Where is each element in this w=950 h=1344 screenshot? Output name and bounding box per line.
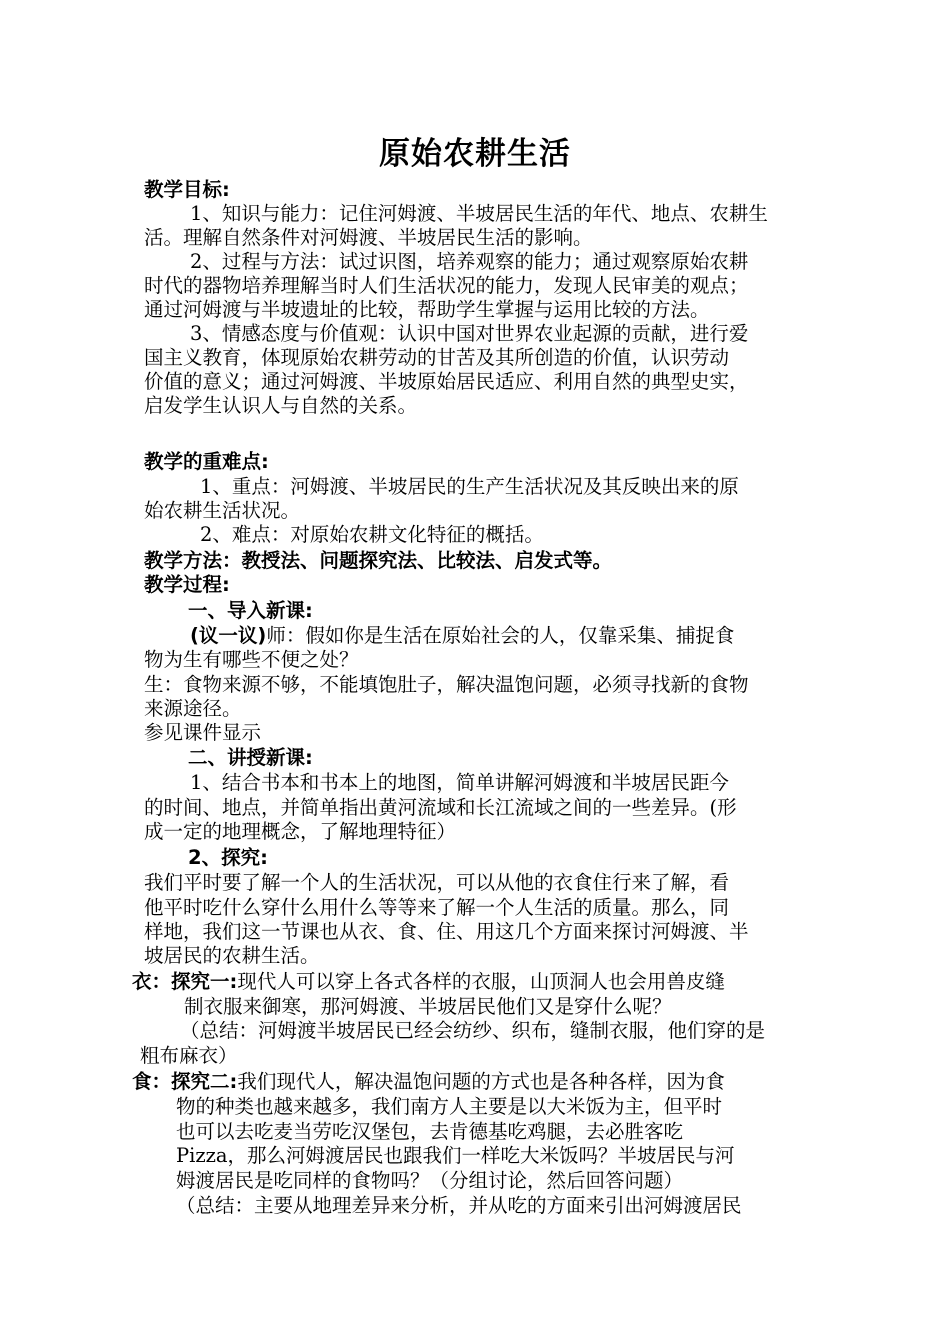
explore-line: 坡居民的农耕生活。 (144, 944, 320, 967)
intro-heading: 一、导入新课: (188, 599, 313, 622)
new-lesson-line: 1、结合书本和书本上的地图，简单讲解河姆渡和半坡居民距今 (190, 771, 729, 794)
food-line: 我们现代人，解决温饱问题的方式也是各种各样，因为食 (237, 1070, 725, 1093)
process-heading: 教学过程: (144, 573, 230, 596)
objective-line: 活。理解自然条件对河姆渡、半坡居民生活的影响。 (144, 226, 593, 249)
clothing-first-line (132, 970, 725, 994)
food-line: 姆渡居民是吃同样的食物吗？（分组讨论，然后回答问题） (176, 1169, 684, 1192)
intro-line: 物为生有哪些不便之处？ (144, 648, 359, 671)
new-lesson-heading: 二、讲授新课: (188, 746, 313, 769)
clothing-line: 现代人可以穿上各式各样的衣服，山顶洞人也会用兽皮缝 (237, 970, 725, 993)
new-lesson-line: 的时间、地点，并简单指出黄河流域和长江流域之间的一些差异。(形 (144, 796, 737, 819)
explore-line: 我们平时要了解一个人的生活状况，可以从他的衣食住行来了解，看 (144, 871, 730, 894)
explore-heading: 2、探究: (188, 846, 268, 869)
key-point-line: 1、重点：河姆渡、半坡居民的生产生活状况及其反映出来的原 (200, 475, 739, 498)
objective-line: 国主义教育，体现原始农耕劳动的甘苦及其所创造的价值，认识劳动 (144, 346, 730, 369)
food-line: 物的种类也越来越多，我们南方人主要是以大米饭为主，但平时 (176, 1095, 723, 1118)
objective-line: 时代的器物培养理解当时人们生活状况的能力，发现人民审美的观点； (144, 274, 749, 297)
methods-line: 教学方法：教授法、问题探究法、比较法、启发式等。 (144, 549, 613, 572)
discuss-label: (议一议) (190, 624, 267, 647)
food-line: Pizza，那么河姆渡居民也跟我们一样吃大米饭吗？半坡居民与河 (176, 1144, 735, 1167)
food-label: 食：探究二: (132, 1070, 238, 1093)
clothing-line: 制衣服来御寒，那河姆渡、半坡居民他们又是穿什么呢？ (184, 995, 672, 1018)
key-point-line: 2、难点：对原始农耕文化特征的概括。 (200, 523, 544, 546)
objective-line: 3、情感态度与价值观：认识中国对世界农业起源的贡献，进行爱 (190, 322, 749, 345)
food-line: （总结：主要从地理差异来分析，并从吃的方面来引出河姆渡居民 (176, 1194, 742, 1217)
clothing-line: 粗布麻衣） (140, 1044, 238, 1067)
clothing-line: （总结：河姆渡半坡居民已经会纺纱、织布，缝制衣服，他们穿的是 (180, 1019, 766, 1042)
objective-line: 通过河姆渡与半坡遗址的比较，帮助学生掌握与运用比较的方法。 (144, 298, 710, 321)
food-first-line (132, 1070, 725, 1094)
explore-line: 他平时吃什么穿什么用什么等等来了解一个人生活的质量。那么，同 (144, 896, 730, 919)
page-title: 原始农耕生活 (379, 136, 571, 172)
objectives-heading: 教学目标: (144, 178, 230, 201)
explore-line: 样地，我们这一节课也从衣、食、住、用这几个方面来探讨河姆渡、半 (144, 920, 749, 943)
clothing-label: 衣：探究一: (132, 970, 238, 993)
objective-line: 1、知识与能力：记住河姆渡、半坡居民生活的年代、地点、农耕生 (190, 202, 768, 225)
intro-first-line (190, 624, 734, 648)
intro-line: 参见课件显示 (144, 721, 262, 744)
food-line: 也可以去吃麦当劳吃汉堡包，去肯德基吃鸡腿，去必胜客吃 (176, 1120, 684, 1143)
objective-line: 2、过程与方法：试过识图，培养观察的能力；通过观察原始农耕 (190, 250, 749, 273)
key-point-line: 始农耕生活状况。 (144, 499, 301, 522)
intro-line: 生：食物来源不够，不能填饱肚子，解决温饱问题，必须寻找新的食物 (144, 673, 749, 696)
objective-line: 启发学生认识人与自然的关系。 (144, 394, 418, 417)
intro-line: 师：假如你是生活在原始社会的人，仅靠采集、捕捉食 (266, 624, 735, 647)
intro-line: 来源途径。 (144, 697, 242, 720)
key-points-heading: 教学的重难点: (144, 450, 269, 473)
new-lesson-line: 成一定的地理概念，了解地理特征） (144, 820, 457, 843)
objective-line: 价值的意义；通过河姆渡、半坡原始居民适应、利用自然的典型史实， (144, 370, 749, 393)
